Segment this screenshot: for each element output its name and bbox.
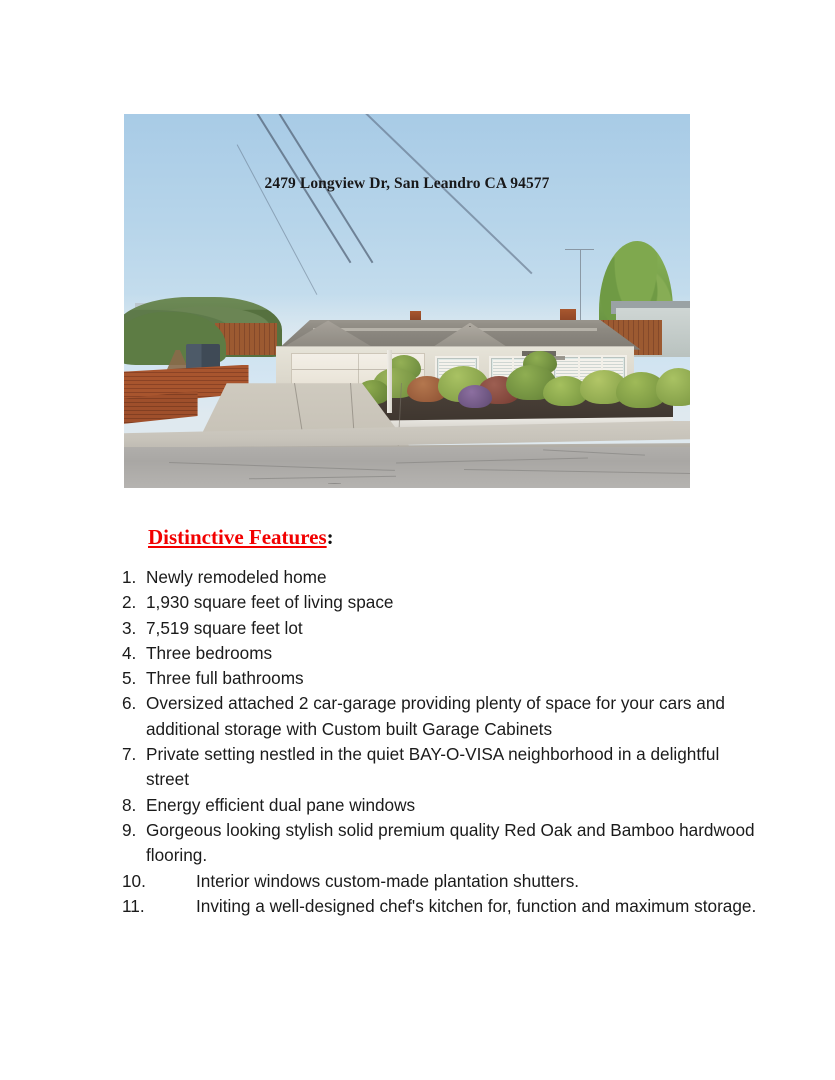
list-item-number: 7. xyxy=(122,744,137,765)
list-item xyxy=(122,616,762,641)
trash-bins xyxy=(186,344,220,370)
list-item-number: 2. xyxy=(122,592,137,613)
chimney xyxy=(410,311,421,320)
list-item xyxy=(122,666,762,691)
list-item-text: Inviting a well-designed chef's kitchen for, function and maximum storage. xyxy=(196,895,757,916)
shrub xyxy=(458,385,492,407)
list-item xyxy=(122,742,762,793)
list-item-number: 8. xyxy=(122,794,137,815)
list-item-number: 6. xyxy=(122,693,137,714)
shrub xyxy=(656,368,690,405)
power-line xyxy=(237,144,318,295)
yard-post xyxy=(387,350,392,414)
list-item-number: 11. xyxy=(122,895,145,916)
list-item-text: Oversized attached 2 car-garage providing plenty of space for your cars and additional storage with Custom built Garage Cabinets xyxy=(146,693,725,739)
list-item xyxy=(122,691,762,742)
section-heading-colon: : xyxy=(326,525,334,549)
section-heading-label: Distinctive Features xyxy=(148,525,327,549)
section-heading xyxy=(148,526,334,549)
list-item-text: Three full bathrooms xyxy=(146,668,304,689)
power-line xyxy=(344,114,532,274)
list-item-number: 4. xyxy=(122,642,137,663)
photo-scene xyxy=(124,114,690,488)
list-item-text: Interior windows custom-made plantation shutters. xyxy=(196,870,580,891)
list-item-text: Private setting nestled in the quiet BAY-O-VISA neighborhood in a delightful street xyxy=(146,744,720,790)
list-item-number: 10. xyxy=(122,870,146,891)
list-item-number: 5. xyxy=(122,668,137,689)
list-item xyxy=(122,894,762,919)
features-list xyxy=(122,565,762,919)
list-item-text: Energy efficient dual pane windows xyxy=(146,794,416,815)
list-item-text: Gorgeous looking stylish solid premium quality Red Oak and Bamboo hardwood flooring. xyxy=(146,819,755,866)
tv-antenna xyxy=(565,249,593,272)
list-item xyxy=(122,818,762,869)
list-item-number: 9. xyxy=(122,819,137,840)
list-item xyxy=(122,641,762,666)
property-photo xyxy=(124,114,690,488)
property-address-caption: 2479 Longview Dr, San Leandro CA 94577 xyxy=(264,174,550,192)
list-item xyxy=(122,565,762,590)
list-item-number: 1. xyxy=(122,567,137,587)
list-item xyxy=(122,793,762,818)
list-item-text: 7,519 square feet lot xyxy=(146,617,303,638)
list-item-number: 3. xyxy=(122,617,137,638)
chimney xyxy=(560,309,577,321)
list-item-text: 1,930 square feet of living space xyxy=(146,592,394,613)
roof-ridge xyxy=(313,328,597,331)
gable-vent xyxy=(469,326,471,327)
list-item-text: Three bedrooms xyxy=(146,642,273,663)
list-item xyxy=(122,869,762,894)
list-item xyxy=(122,590,762,615)
list-item-text: Newly remodeled home xyxy=(146,567,327,587)
